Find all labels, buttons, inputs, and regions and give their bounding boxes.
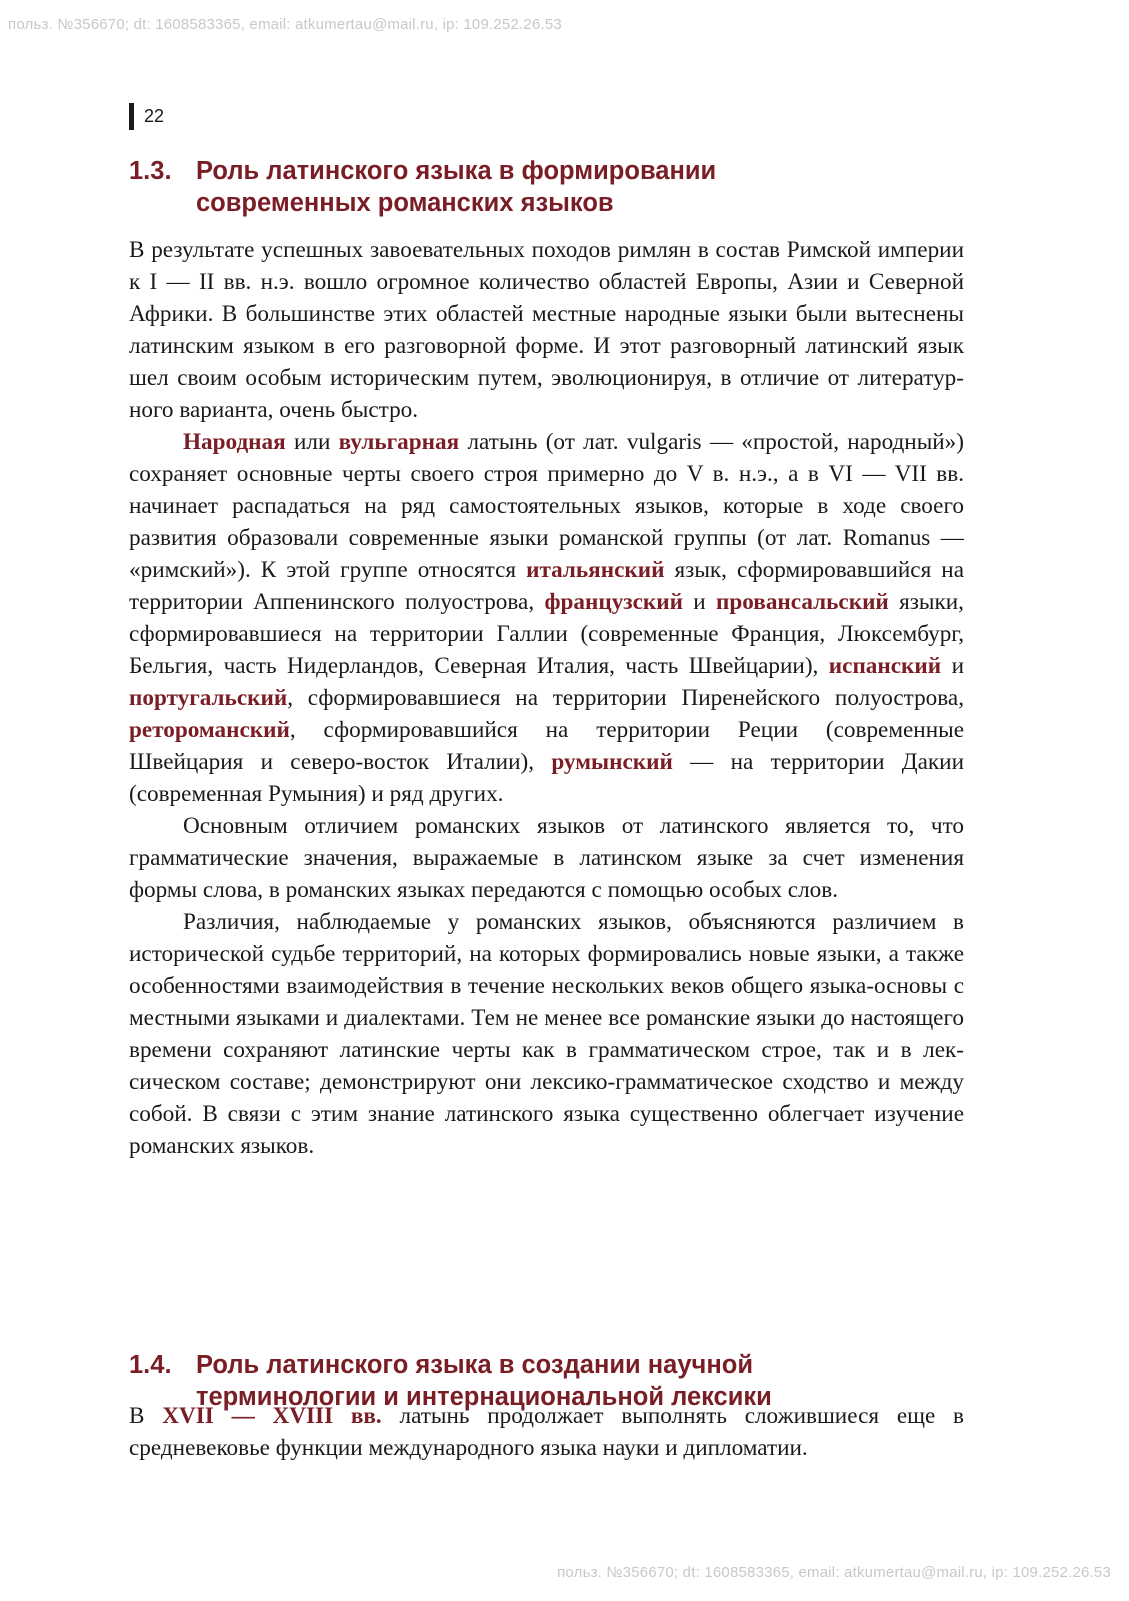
text-span: , сформировавшийся на территории Реции (современные Швейцария и северо-восток Италии), (129, 717, 964, 775)
term-italyansky: итальянский (526, 557, 665, 583)
page-number-bar (129, 103, 134, 130)
paragraph-2 (129, 426, 964, 810)
term-narodnaya: Народная (183, 429, 286, 455)
term-rumynsky: румынский (551, 749, 673, 775)
text-span: латынь (от лат. vulgaris — «простой, народный») сохраняет основные черты своего строя примерно до V в. н.э., а в VI — VII вв. начинает распадаться на ряд самостоятельных языков, которые в ходе своего развития образовали современные языки романской группы (от лат. Romanus — «римский»). К этой группе относятся (129, 429, 964, 583)
section-heading-1-3 (129, 155, 896, 219)
paragraph-4: Различия, наблюдаемые у романских языков, объясняются различием в исторической судьбе территорий, на которых формировались новые языки, а также особенностями взаимодействия в течение нескольких веков общего языка-основы с местными языками и диалектами. Тем не менее все романские языки до настоящего времени сохраняют латинские черты как в грамматическом строе, так и в лексическом составе; демонстрируют они лексико-грамматическое сходство и между собой. В связи с этим знание латинского языка существенно облегчает изучение романских языков. (129, 909, 964, 1159)
text-span: В (129, 1403, 163, 1429)
term-vulgarnaya: вульгарная (338, 429, 460, 455)
text-span: или (285, 429, 339, 455)
term-provansalsky: провансальский (716, 589, 889, 615)
text-span: латынь продолжает выполнять сложившиеся еще в средневековье функции международного языка науки и дипломатии. (129, 1403, 964, 1461)
section-number: 1.3. (129, 157, 172, 185)
page-number: 22 (144, 106, 165, 126)
section-1-3-body (129, 234, 964, 1162)
section-1-4-body (129, 1400, 964, 1464)
paragraph-1 (129, 1400, 964, 1464)
text-span: язык, сформировавшийся на территории Аппенинского полуострова, (129, 557, 964, 615)
watermark-bottom: польз. №356670; dt: 1608583365, email: atkumertau@mail.ru, ip: 109.252.26.53 (557, 1564, 1111, 1581)
section-title: Роль латинского языка в создании научной терминологии и интернациональной лексики (196, 1351, 772, 1411)
watermark-top: польз. №356670; dt: 1608583365, email: atkumertau@mail.ru, ip: 109.252.26.53 (8, 16, 562, 33)
text-span: языки, сформировавшиеся на территории Галлии (современные Франция, Люксембург, Бельгия, часть Нидерландов, Северная Италия, часть Швейцарии), (129, 589, 964, 679)
section-title: Роль латинского языка в формировании современных романских языков (196, 157, 717, 217)
term-retoromansky: ретороманский (129, 717, 290, 743)
text-span: — на территории Дакии (современная Румыния) и ряд других. (129, 749, 964, 807)
text-span: , сформировавшиеся на территории Пиренейского полуострова, (287, 685, 964, 711)
page-number-block (129, 103, 164, 130)
text-span: и (941, 653, 964, 679)
paragraph-1: В результате успешных завоевательных походов римлян в состав Римской империи к I — II вв. н.э. вошло огромное количество областей Европы, Азии и Северной Африки. В большинстве этих областей местные народные языки были вытеснены латинским языком в его разговорной форме. И этот разговорный латинский язык шел своим особым историческим путем, эволюционируя, в отличие от литературного варианта, очень быстро. (129, 237, 964, 423)
term-portugalsky: португальский (129, 685, 288, 711)
term-frantsuzsky: французский (544, 589, 683, 615)
paragraph-3: Основным отличием романских языков от латинского является то, что грамматические значения, выражаемые в латинском языке за счет изменения формы слова, в романских языках передаются с помощью особых слов. (129, 813, 964, 903)
section-number: 1.4. (129, 1351, 172, 1379)
text-span: и (683, 589, 717, 615)
term-ispansky: испанский (828, 653, 942, 679)
term-century: XVII — XVIII вв. (162, 1403, 382, 1429)
